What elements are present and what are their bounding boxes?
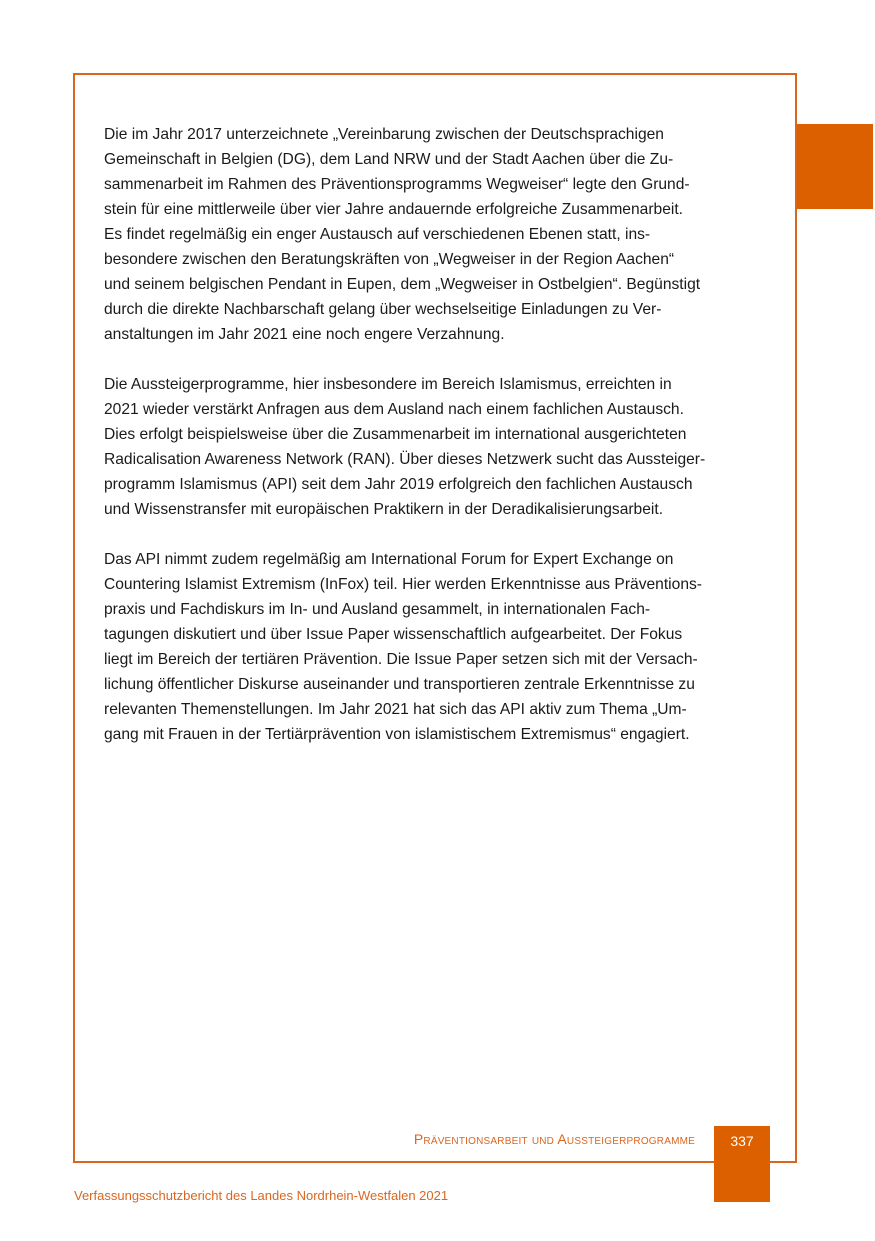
text-line: Die im Jahr 2017 unterzeichnete „Vereinbarung zwischen der Deutschsprachigen [104,126,664,143]
text-line: Das API nimmt zudem regelmäßig am International Forum for Expert Exchange on [104,551,674,568]
text-line: sammenarbeit im Rahmen des Präventionsprogramms Wegweiser“ legte den Grund- [104,176,690,193]
text-line: liegt im Bereich der tertiären Prävention. Die Issue Paper setzen sich mit der Versach- [104,651,698,668]
text-line: und seinem belgischen Pendant in Eupen, dem „Wegweiser in Ostbelgien“. Begünstigt [104,276,701,293]
text-line: durch die direkte Nachbarschaft gelang über wechselseitige Einladungen zu Ver- [104,301,662,318]
paragraph-2 [104,372,768,522]
text-line: Dies erfolgt beispielsweise über die Zusammenarbeit im international ausgerichteten [104,426,687,443]
text-line: praxis und Fachdiskurs im In- und Ausland gesammelt, in internationalen Fach- [104,601,651,618]
text-line: und Wissenstransfer mit europäischen Praktikern in der Deradikalisierungsarbeit. [104,501,664,518]
chapter-side-tab [797,124,873,209]
text-line: stein für eine mittlerweile über vier Jahre andauernde erfolgreiche Zusammenarbeit. [104,201,683,218]
text-line: besondere zwischen den Beratungskräften von „Wegweiser in der Region Aachen“ [104,251,675,268]
publication-footer: Verfassungsschutzbericht des Landes Nordrhein-Westfalen 2021 [74,1188,449,1203]
text-line: tagungen diskutiert und über Issue Paper wissenschaftlich aufgearbeitet. Der Fokus [104,626,683,643]
text-line: relevanten Themenstellungen. Im Jahr 2021 hat sich das API aktiv zum Thema „Um- [104,701,687,718]
text-line: lichung öffentlicher Diskurse auseinander und transportieren zentrale Erkenntnisse zu [104,676,695,693]
text-line: 2021 wieder verstärkt Anfragen aus dem Ausland nach einem fachlichen Austausch. [104,401,684,418]
text-line: Gemeinschaft in Belgien (DG), dem Land NRW und der Stadt Aachen über die Zu- [104,151,674,168]
chapter-title: Präventionsarbeit und Aussteigerprogramme [413,1131,695,1147]
text-line: Radicalisation Awareness Network (RAN). Über dieses Netzwerk sucht das Aussteiger- [104,451,706,468]
text-line: programm Islamismus (API) seit dem Jahr 2019 erfolgreich den fachlichen Austausch [104,476,693,493]
text-line: Die Aussteigerprogramme, hier insbesondere im Bereich Islamismus, erreichten in [104,376,672,393]
body-text [104,122,768,772]
page-number-box [714,1126,770,1202]
text-line: gang mit Frauen in der Tertiärprävention von islamistischem Extremismus“ engagiert. [104,726,690,743]
paragraph-1 [104,122,768,347]
text-line: Countering Islamist Extremism (InFox) teil. Hier werden Erkenntnisse aus Präventions- [104,576,702,593]
text-line: Es findet regelmäßig ein enger Austausch auf verschiedenen Ebenen statt, ins- [104,226,651,243]
paragraph-3 [104,547,768,747]
page-number: 337 [730,1133,754,1149]
text-line: anstaltungen im Jahr 2021 eine noch engere Verzahnung. [104,326,505,343]
